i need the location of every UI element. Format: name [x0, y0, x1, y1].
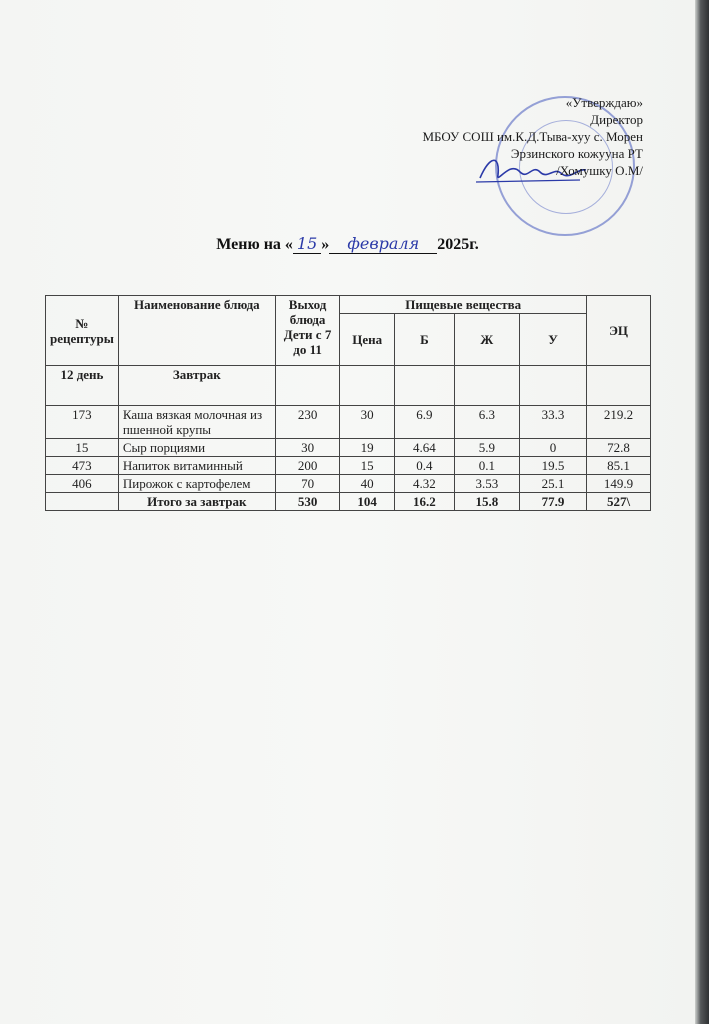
- cell-name: Напиток витаминный: [118, 457, 275, 475]
- total-row: [46, 493, 651, 511]
- cell-name: Сыр порциями: [118, 439, 275, 457]
- section-row: [46, 366, 651, 406]
- table-row: [46, 457, 651, 475]
- approval-line: Директор: [590, 112, 643, 127]
- cell-name: Каша вязкая молочная из пшенной крупы: [118, 406, 275, 439]
- header-recipe-no: № рецептуры: [46, 296, 119, 366]
- title-month: февраля: [329, 234, 437, 254]
- title-day: 15: [293, 234, 321, 254]
- cell-energy: 149.9: [587, 475, 651, 493]
- cell-protein: 0.4: [395, 457, 455, 475]
- cell-carbs: 0: [519, 439, 586, 457]
- title-year: 2025г.: [437, 236, 479, 253]
- total-fat: 15.8: [454, 493, 519, 511]
- cell-protein: 4.64: [395, 439, 455, 457]
- cell-fat: 6.3: [454, 406, 519, 439]
- total-output: 530: [275, 493, 340, 511]
- approval-line: МБОУ СОШ им.К.Д.Тыва-хуу с. Морен: [422, 129, 643, 144]
- cell-fat: 0.1: [454, 457, 519, 475]
- approval-line: «Утверждаю»: [565, 95, 643, 110]
- menu-table: [45, 295, 651, 511]
- page-edge-shadow: [695, 0, 709, 1024]
- header-protein: Б: [395, 314, 455, 366]
- cell-protein: 4.32: [395, 475, 455, 493]
- cell-energy: 219.2: [587, 406, 651, 439]
- cell-energy: 72.8: [587, 439, 651, 457]
- cell-energy: 85.1: [587, 457, 651, 475]
- cell-recipe: 473: [46, 457, 119, 475]
- cell-carbs: 33.3: [519, 406, 586, 439]
- table-row: [46, 475, 651, 493]
- total-carbs: 77.9: [519, 493, 586, 511]
- table-row: [46, 439, 651, 457]
- header-price: Цена: [340, 314, 395, 366]
- cell-output: 230: [275, 406, 340, 439]
- approval-block: [422, 94, 643, 179]
- cell-recipe: 173: [46, 406, 119, 439]
- approval-line: Эрзинского кожууна РТ: [510, 146, 643, 161]
- cell-recipe: 406: [46, 475, 119, 493]
- cell-price: 30: [340, 406, 395, 439]
- header-output: Выход блюда Дети с 7 до 11: [275, 296, 340, 366]
- total-energy: 527\: [587, 493, 651, 511]
- cell-output: 70: [275, 475, 340, 493]
- total-label: Итого за завтрак: [118, 493, 275, 511]
- title-middle: »: [321, 236, 330, 253]
- cell-fat: 3.53: [454, 475, 519, 493]
- section-meal: Завтрак: [118, 366, 275, 406]
- cell-output: 200: [275, 457, 340, 475]
- total-price: 104: [340, 493, 395, 511]
- section-day: 12 день: [46, 366, 119, 406]
- approval-line: /Хомушку О.М/: [556, 163, 643, 178]
- total-protein: 16.2: [395, 493, 455, 511]
- cell-price: 40: [340, 475, 395, 493]
- header-fat: Ж: [454, 314, 519, 366]
- cell-price: 15: [340, 457, 395, 475]
- cell-name: Пирожок с картофелем: [118, 475, 275, 493]
- header-energy: ЭЦ: [587, 296, 651, 366]
- header-dish-name: Наименование блюда: [118, 296, 275, 366]
- cell-output: 30: [275, 439, 340, 457]
- cell-recipe: 15: [46, 439, 119, 457]
- cell-protein: 6.9: [395, 406, 455, 439]
- table-row: [46, 406, 651, 439]
- cell-carbs: 25.1: [519, 475, 586, 493]
- cell-fat: 5.9: [454, 439, 519, 457]
- header-carbs: У: [519, 314, 586, 366]
- cell-price: 19: [340, 439, 395, 457]
- title-prefix: Меню на «: [216, 236, 293, 253]
- header-nutrients: Пищевые вещества: [340, 296, 587, 314]
- page-title: [0, 234, 695, 254]
- cell-carbs: 19.5: [519, 457, 586, 475]
